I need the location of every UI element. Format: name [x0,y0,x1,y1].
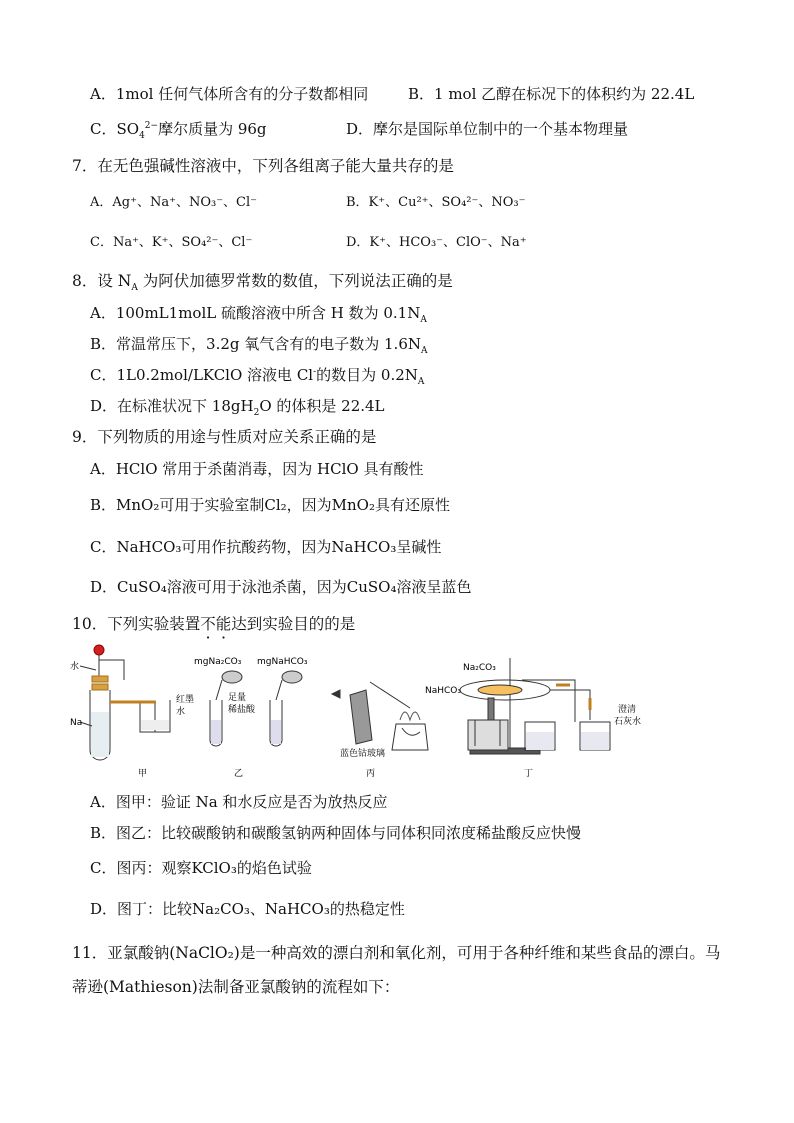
label-nahco3: NaHCO₃ [425,686,461,696]
q7-option-b: B．K⁺、Cu²⁺、SO₄²⁻、NO₃⁻ [346,195,526,210]
q7-option-a: A．Ag⁺、Na⁺、NO₃⁻、Cl⁻ [90,195,258,210]
label-limewater-2: 石灰水 [614,717,642,727]
experiment-figure [70,640,650,782]
q11-line-2: 蒂逊(Mathieson)法制备亚氯酸钠的流程如下： [72,978,400,996]
q6-option-d: D．摩尔是国际单位制中的一个基本物理量 [346,120,629,138]
q9-stem: 9．下列物质的用途与性质对应关系正确的是 [72,428,377,446]
q6-option-c: C．$SO_4^{2-}$摩尔质量为 96g [90,120,267,141]
caption-bing: 丙 [366,769,376,779]
figure-jia [80,645,170,760]
label-na2co3: Na₂CO₃ [463,663,496,673]
q9-option-a: A．HClO 常用于杀菌消毒，因为 HClO 具有酸性 [90,460,424,478]
q8-stem: 8．设 $N_A$ 为阿伏加德罗常数的数值，下列说法正确的是 [72,272,453,294]
label-cobalt-glass: 蓝色钴玻璃 [340,749,386,759]
label-red-ink: 红墨 [176,695,195,705]
q10-option-a: A．图甲：验证 Na 和水反应是否为放热反应 [90,793,388,811]
figure-yi [210,671,302,746]
q7-option-c: C．Na⁺、K⁺、SO₄²⁻、Cl⁻ [90,235,253,250]
q10-option-d: D．图丁：比较Na₂CO₃、NaHCO₃的热稳定性 [90,900,405,918]
label-mg-nahco3: mgNaHCO₃ [257,657,308,667]
label-red-ink-2: 水 [176,707,186,717]
q10-option-c: C．图丙：观察KClO₃的焰色试验 [90,859,312,877]
q11-line-1: 11．亚氯酸钠(NaClO₂)是一种高效的漂白剂和氧化剂，可用于各种纤维和某些食品的漂白。马 [72,944,721,962]
q7-stem: 7．在无色强碱性溶液中，下列各组离子能大量共存的是 [72,157,454,175]
q8-option-a: A．100mL1molL 硫酸溶液中所含 H 数为 $0.1N_A$ [90,304,427,325]
q8-option-d: D．在标准状况下 $18gH_2O$ 的体积是 22.4L [90,397,385,418]
q10-option-b: B．图乙：比较碳酸钠和碳酸氢钠两种固体与同体积同浓度稀盐酸反应快慢 [90,824,582,842]
label-hcl-2: 稀盐酸 [228,705,256,715]
q8-option-b: B．常温常压下，3.2g 氧气含有的电子数为 $1.6N_A$ [90,335,428,356]
figure-bing [332,682,428,750]
label-mg-na2co3: mgNa₂CO₃ [194,657,242,667]
q6-option-b: B．1 mol 乙醇在标况下的体积约为 22.4L [408,85,695,103]
q8-option-c: C．1L0.2mol/LKClO 溶液电 Cl-的数目为 $0.2N_A$ [90,366,425,387]
caption-ding: 丁 [524,769,534,779]
q9-option-d: D．CuSO₄溶液可用于泳池杀菌，因为CuSO₄溶液呈蓝色 [90,578,472,596]
caption-jia: 甲 [138,769,148,779]
q10-stem: 10．下列实验装置不能达到实验目的的是 [72,615,356,633]
label-limewater: 澄清 [618,705,637,715]
caption-yi: 乙 [234,769,244,779]
label-water: 水 [70,662,80,672]
label-na: Na [70,718,83,728]
q6-option-a: A．1mol 任何气体所含有的分子数都相同 [90,85,369,103]
q9-option-c: C．NaHCO₃可用作抗酸药物，因为NaHCO₃呈碱性 [90,538,442,556]
label-hcl: 足量 [228,693,247,703]
q7-option-d: D．K⁺、HCO₃⁻、ClO⁻、Na⁺ [346,235,527,250]
q9-option-b: B．MnO₂可用于实验室制Cl₂，因为MnO₂具有还原性 [90,496,450,514]
